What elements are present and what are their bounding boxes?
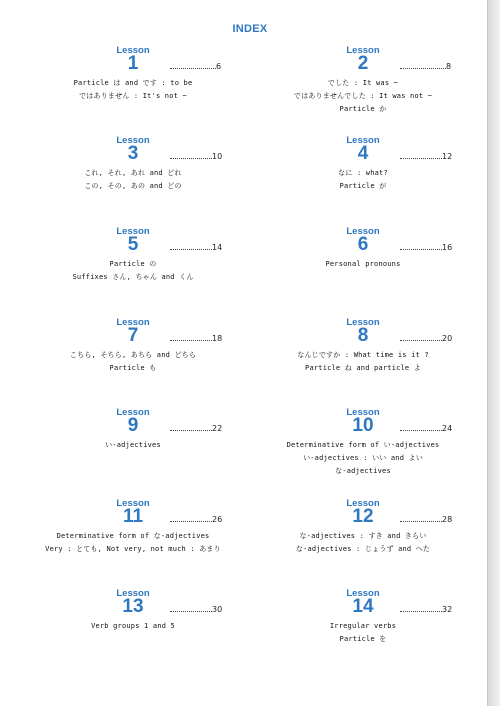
lesson-number: 1 (127, 53, 139, 74)
page-reference[interactable] (170, 61, 221, 71)
lesson-label: Lesson (346, 45, 380, 56)
dot-leader (400, 423, 442, 431)
lesson-label: Lesson (116, 45, 150, 56)
page-number: 28 (442, 515, 453, 524)
topic-line: な-adjectives : すき and きらい (299, 532, 427, 540)
lesson-number: 5 (127, 234, 139, 255)
topic-line: Suffixes さん, ちゃん and くん (72, 273, 194, 281)
lesson-number: 10 (352, 415, 374, 436)
dot-leader (400, 333, 442, 341)
topic-line: Particle か (339, 105, 387, 113)
dot-leader (400, 61, 446, 69)
lesson-number: 8 (357, 325, 369, 346)
page-number: 24 (442, 424, 453, 433)
page-reference[interactable] (400, 151, 452, 161)
lesson-label: Lesson (346, 317, 380, 328)
lesson-label: Lesson (116, 498, 150, 509)
page-number: 16 (442, 243, 453, 252)
topic-line: ではありません : It's not ~ (79, 92, 187, 100)
lesson-number: 4 (357, 143, 369, 164)
topic-line: Very : とても, Not very, not much : あまり (45, 545, 221, 553)
page-reference[interactable] (170, 423, 222, 433)
topic-line: でした : It was ~ (327, 79, 399, 87)
page-number: 12 (442, 152, 453, 161)
lesson-topics (223, 620, 500, 646)
lesson-label: Lesson (346, 135, 380, 146)
topic-line: Particle は and です : to be (73, 79, 193, 87)
dot-leader (170, 423, 212, 431)
topic-line: な-adjectives : じょうず and へた (295, 545, 431, 553)
page-number: 32 (442, 605, 453, 614)
page-title: INDEX (232, 23, 268, 35)
lesson-number: 9 (127, 415, 139, 436)
topic-line: Verb groups 1 and 5 (91, 622, 175, 630)
lesson-number: 6 (357, 234, 369, 255)
page-reference[interactable] (400, 514, 452, 524)
topic-line: なに : what? (338, 169, 388, 177)
topic-line: Particle ね and particle よ (305, 364, 421, 372)
dot-leader (400, 242, 442, 250)
lesson-label: Lesson (116, 407, 150, 418)
topic-line: ではありませんでした : It was not ~ (293, 92, 433, 100)
dot-leader (400, 604, 442, 612)
page-reference[interactable] (170, 242, 222, 252)
page-reference[interactable] (170, 604, 222, 614)
page-number: 8 (446, 62, 452, 71)
page-number: 6 (216, 62, 222, 71)
page-reference[interactable] (400, 423, 452, 433)
topic-line: この, その, あの and どの (84, 182, 182, 190)
topic-line: Particle を (339, 635, 387, 643)
dot-leader (170, 333, 212, 341)
topic-line: い-adjectives : いい and よい (303, 454, 423, 462)
topic-line: Particle の (109, 260, 157, 268)
dot-leader (170, 151, 212, 159)
page-number: 26 (212, 515, 223, 524)
lesson-label: Lesson (116, 317, 150, 328)
page-reference[interactable] (170, 514, 222, 524)
topic-line: な-adjectives (335, 467, 391, 475)
page-number: 22 (212, 424, 223, 433)
page-reference[interactable] (400, 604, 452, 614)
topic-line: Particle が (339, 182, 387, 190)
lesson-topics (223, 258, 500, 271)
topic-line: Personal pronouns (325, 260, 401, 268)
topic-line: こちら, そちら, あちら and どちら (69, 351, 197, 359)
lesson-number: 12 (352, 506, 374, 527)
lesson-label: Lesson (346, 226, 380, 237)
dot-leader (400, 151, 442, 159)
page-reference[interactable] (400, 333, 452, 343)
topic-line: Irregular verbs (329, 622, 397, 630)
lesson-number: 13 (122, 596, 144, 617)
lesson-topics (223, 77, 500, 116)
dot-leader (170, 604, 212, 612)
topic-line: い-adjectives (105, 441, 161, 449)
lesson-topics (223, 439, 500, 478)
lesson-label: Lesson (116, 588, 150, 599)
page-number: 10 (212, 152, 223, 161)
page-reference[interactable] (170, 333, 222, 343)
topic-line: Determinative form of な-adjectives (56, 532, 210, 540)
topic-line: Particle も (109, 364, 157, 372)
page-number: 14 (212, 243, 223, 252)
lesson-label: Lesson (346, 407, 380, 418)
topic-line: なんじですか : What time is it ? (297, 351, 429, 359)
topic-line: これ, それ, あれ and どれ (84, 169, 182, 177)
page-reference[interactable] (400, 61, 451, 71)
dot-leader (170, 242, 212, 250)
dot-leader (170, 514, 212, 522)
lesson-number: 2 (357, 53, 369, 74)
lesson-topics (223, 167, 500, 193)
topic-line: Determinative form of い-adjectives (286, 441, 440, 449)
dot-leader (400, 514, 442, 522)
lesson-label: Lesson (346, 588, 380, 599)
lesson-number: 3 (127, 143, 139, 164)
lesson-label: Lesson (346, 498, 380, 509)
page-reference[interactable] (400, 242, 452, 252)
page-number: 18 (212, 334, 223, 343)
page-number: 20 (442, 334, 453, 343)
lesson-number: 11 (122, 506, 144, 527)
lesson-number: 14 (352, 596, 374, 617)
lesson-number: 7 (127, 325, 139, 346)
page-reference[interactable] (170, 151, 222, 161)
page-number: 30 (212, 605, 223, 614)
lesson-label: Lesson (116, 226, 150, 237)
lesson-topics (223, 530, 500, 556)
dot-leader (170, 61, 216, 69)
page-edge-shadow (488, 0, 500, 706)
lesson-topics (223, 349, 500, 375)
lesson-label: Lesson (116, 135, 150, 146)
